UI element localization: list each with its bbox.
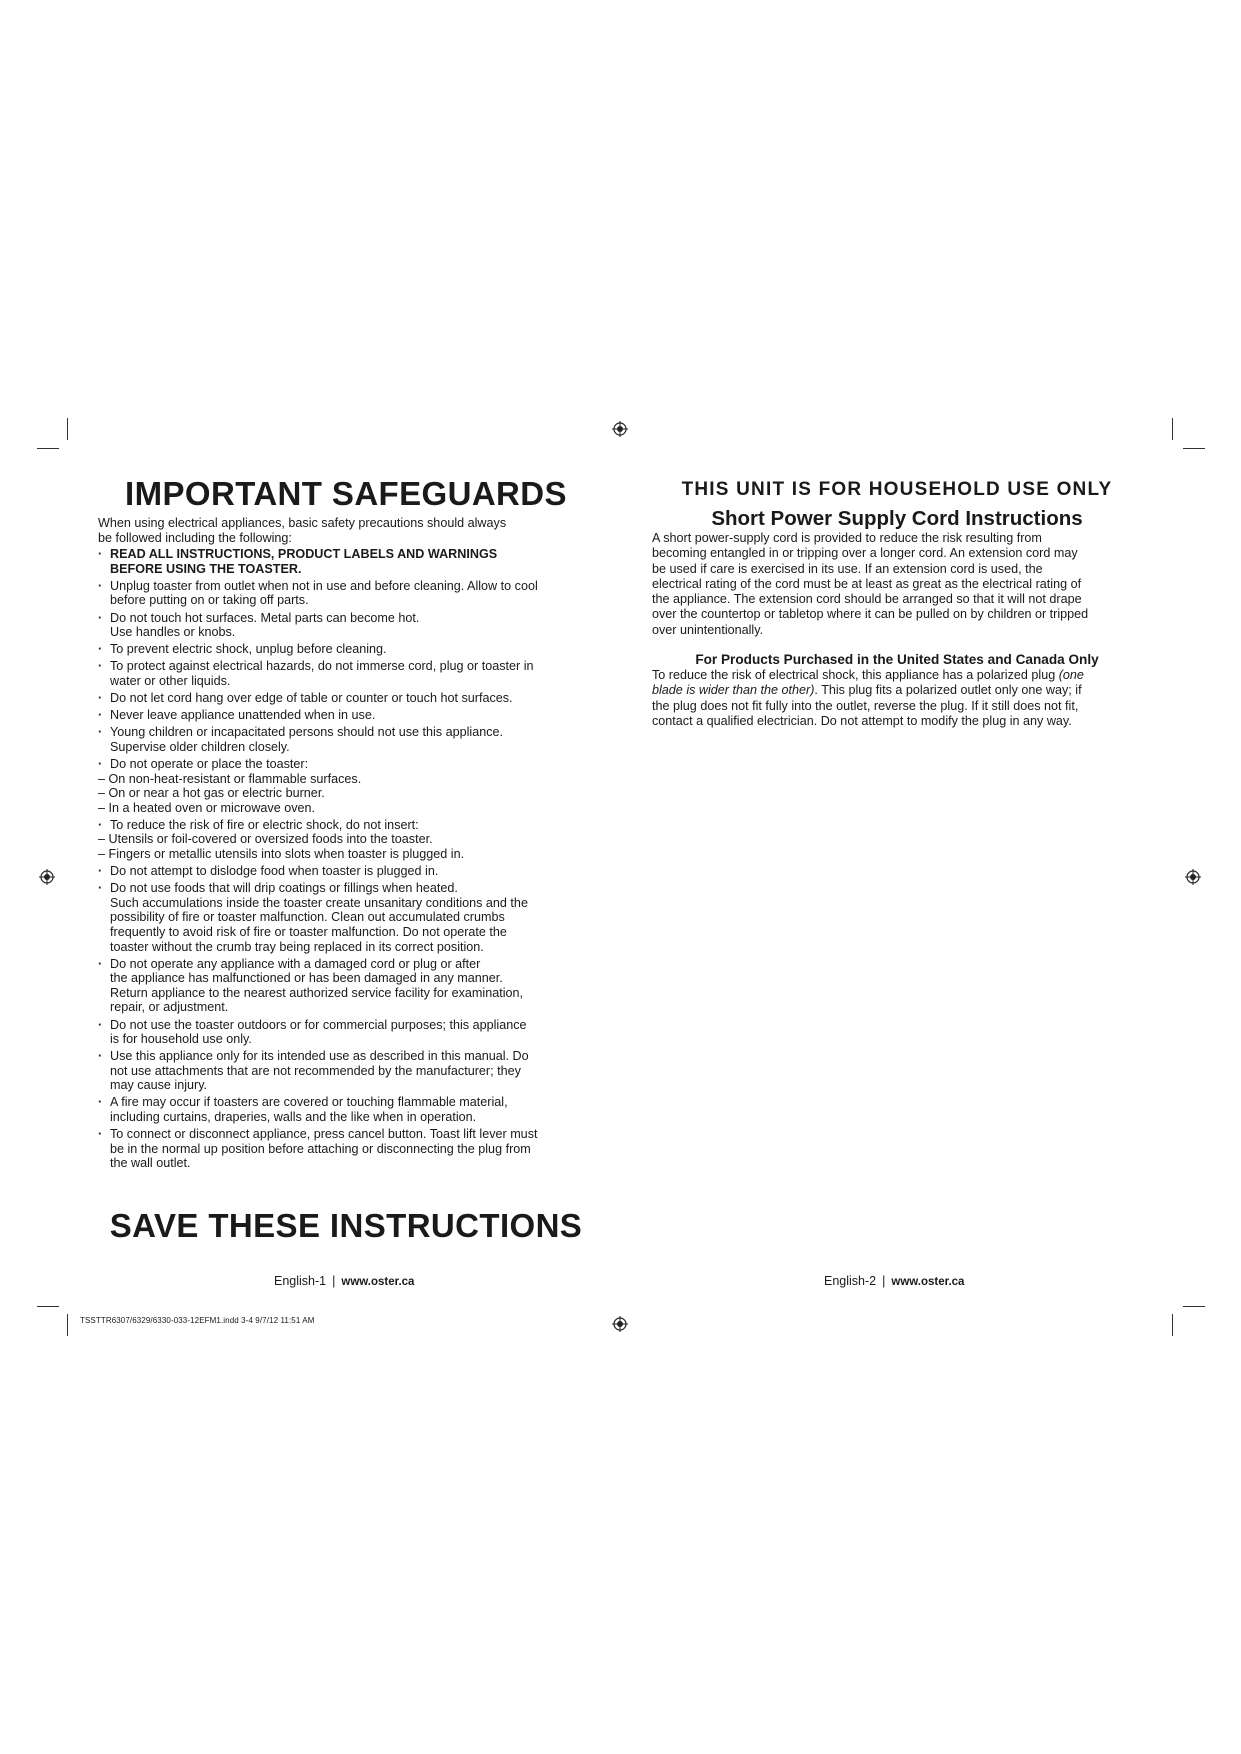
crop-mark-icon xyxy=(1183,1306,1205,1307)
crop-mark-icon xyxy=(37,448,59,449)
safeguard-sub-item: – Utensils or foil-covered or oversized foods into the toaster. xyxy=(98,832,433,847)
safeguard-item: · To reduce the risk of fire or electric shock, do not insert: – Utensils or foil-covered or oversized foods into the toaster. – Fingers or metallic utensils into slots when toaster is plugged in. xyxy=(96,818,596,862)
crop-mark-icon xyxy=(67,1314,68,1336)
crop-mark-icon xyxy=(67,418,68,440)
safeguard-item: · To protect against electrical hazards, do not immerse cord, plug or toaster in water or other liquids. xyxy=(96,659,596,688)
cord-instructions-text: A short power-supply cord is provided to reduce the risk resulting from becoming entangled in or tripping over a longer cord. An extension cord may be used if care is exercised in its use. If an extension cord is used, the electrical rating of the cord must be at least as great as the electrical rating of the appliance. The extension cord should be arranged so that it will not drape over the countertop or tabletop where it can be pulled on by children or tripped over unintentionally. xyxy=(652,531,1089,637)
crop-mark-icon xyxy=(1172,1314,1173,1336)
safeguard-item: · READ ALL INSTRUCTIONS, PRODUCT LABELS AND WARNINGS BEFORE USING THE TOASTER. xyxy=(96,547,596,576)
safeguard-item: · Do not use foods that will drip coatings or fillings when heated. Such accumulations inside the toaster create unsanitary conditions and the possibility of fire or toaster malfunction. Clean out accumulated crumbs frequently to avoid risk of fire or toaster malfunction. Do not operate the toaster without the crumb tray being replaced in its correct position. xyxy=(96,881,596,954)
page-number: English-2 xyxy=(824,1274,877,1288)
registration-mark-icon xyxy=(1185,869,1201,885)
cord-column xyxy=(652,478,1142,729)
safeguard-item: · To connect or disconnect appliance, press cancel button. Toast lift lever must be in the normal up position before attaching or disconnecting the plug from the wall outlet. xyxy=(96,1127,596,1171)
safeguard-item: · A fire may occur if toasters are covered or touching flammable material, including curtains, draperies, walls and the like when in operation. xyxy=(96,1095,596,1124)
safeguard-item: · To prevent electric shock, unplug before cleaning. xyxy=(96,642,596,657)
safeguards-title: IMPORTANT SAFEGUARDS xyxy=(125,475,567,512)
save-instructions-title: SAVE THESE INSTRUCTIONS xyxy=(109,1207,583,1244)
safeguard-item: · Do not touch hot surfaces. Metal parts can become hot. Use handles or knobs. xyxy=(96,611,596,640)
registration-mark-icon xyxy=(612,1316,628,1332)
registration-mark-icon xyxy=(612,421,628,437)
safeguard-item: · Unplug toaster from outlet when not in use and before cleaning. Allow to cool before putting on or taking off parts. xyxy=(96,579,596,608)
print-slug: TSSTTR6307/6329/6330-033-12EFM1.indd 3-4 9/7/12 11:51 AM xyxy=(80,1316,315,1325)
safeguard-item: · Do not operate or place the toaster: – On non-heat-resistant or flammable surfaces. – On or near a hot gas or electric burner. – In a heated oven or microwave oven. xyxy=(96,757,596,815)
safeguards-intro: When using electrical appliances, basic safety precautions should always be followed including the following: xyxy=(98,516,507,545)
crop-mark-icon xyxy=(1172,418,1173,440)
safeguard-item: · Never leave appliance unattended when in use. xyxy=(96,708,596,723)
footer-right: English-2 | www.oster.ca xyxy=(824,1274,965,1288)
safeguard-item: · Young children or incapacitated persons should not use this appliance. Supervise older children closely. xyxy=(96,725,596,754)
polarized-plug-text: To reduce the risk of electrical shock, this appliance has a polarized plug (one blade is wider than the other). This plug fits a polarized outlet only one way; if the plug does not fit fully into the outlet, reverse the plug. If it still does not fit, contact a qualified electrician. Do not attempt to modify the plug in any way. xyxy=(652,668,1084,728)
safeguard-sub-item: – Fingers or metallic utensils into slots when toaster is plugged in. xyxy=(98,846,465,861)
safeguard-item: · Do not let cord hang over edge of table or counter or touch hot surfaces. xyxy=(96,691,596,706)
safeguards-list xyxy=(96,547,596,1171)
safeguard-sub-item: – On non-heat-resistant or flammable surfaces. xyxy=(98,771,362,786)
safeguard-sub-item: – On or near a hot gas or electric burner. xyxy=(98,786,325,801)
safeguard-item: · Use this appliance only for its intended use as described in this manual. Do not use attachments that are not recommended by the manufacturer; they may cause injury. xyxy=(96,1049,596,1093)
website-link[interactable]: www.oster.ca xyxy=(341,1276,415,1288)
safeguard-sub-item: – In a heated oven or microwave oven. xyxy=(98,800,316,815)
page-number: English-1 xyxy=(274,1274,327,1288)
safeguards-column xyxy=(96,476,596,1173)
registration-mark-icon xyxy=(39,869,55,885)
cord-instructions-title: Short Power Supply Cord Instructions xyxy=(711,507,1083,530)
website-link[interactable]: www.oster.ca xyxy=(891,1276,965,1288)
crop-mark-icon xyxy=(37,1306,59,1307)
safeguard-item: · Do not attempt to dislodge food when toaster is plugged in. xyxy=(96,864,596,879)
us-canada-heading: For Products Purchased in the United States and Canada Only xyxy=(695,652,1099,668)
safeguard-item: · Do not operate any appliance with a damaged cord or plug or after the appliance has malfunctioned or has been damaged in any manner. Return appliance to the nearest authorized service facility for examination, repair, or adjustment. xyxy=(96,957,596,1015)
household-use-title: THIS UNIT IS FOR HOUSEHOLD USE ONLY xyxy=(681,479,1113,500)
safeguard-item: · Do not use the toaster outdoors or for commercial purposes; this appliance is for household use only. xyxy=(96,1018,596,1047)
crop-mark-icon xyxy=(1183,448,1205,449)
footer-left: English-1 | www.oster.ca xyxy=(274,1274,415,1288)
